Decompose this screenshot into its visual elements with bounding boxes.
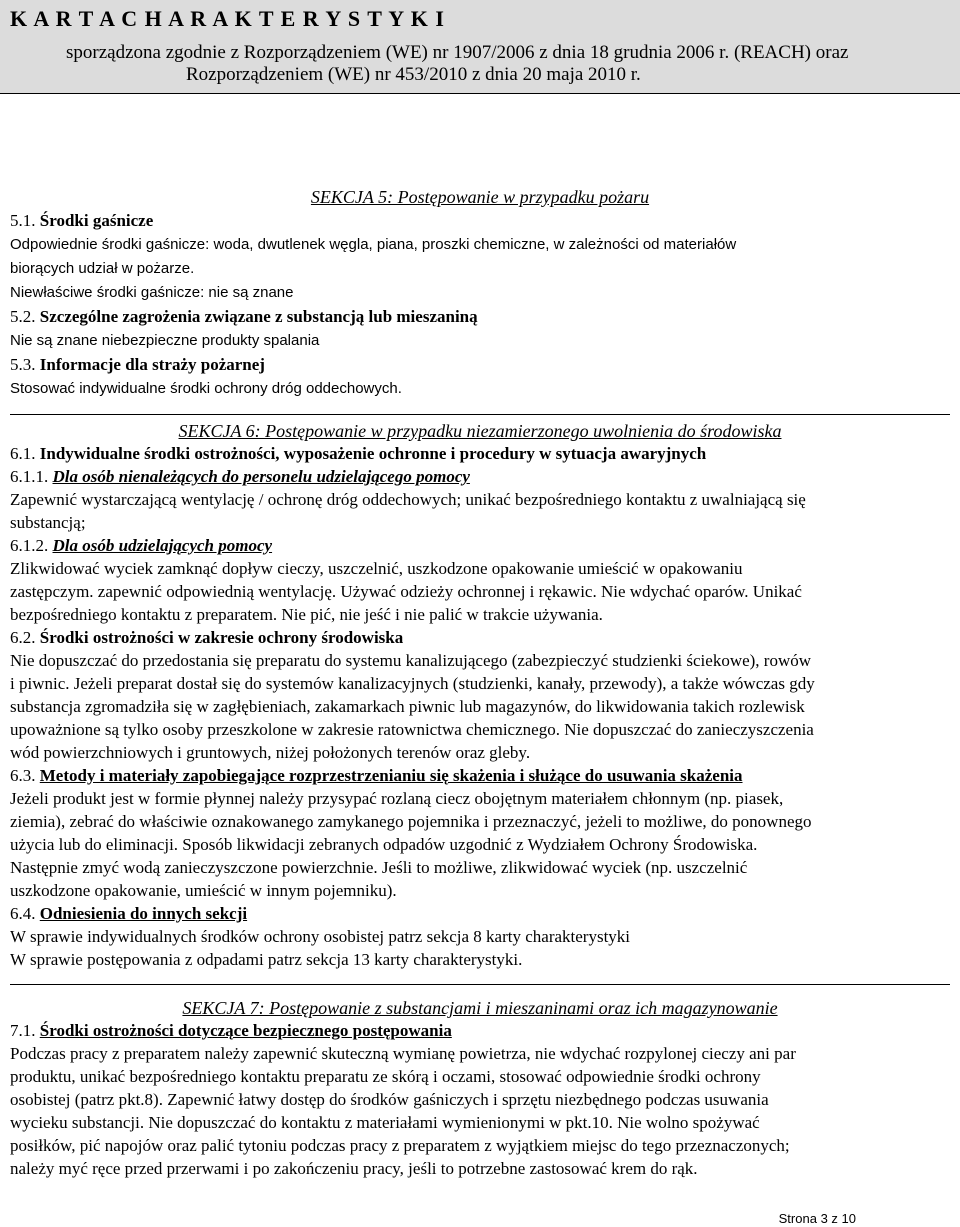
document-header [0,0,960,94]
text-6-1-2-b: zastępczym. zapewnić odpowiednią wentylację. Używać odzieży ochronnej i rękawic. Nie wdychać oparów. Unikać [10,582,802,601]
text-6-4-a: W sprawie indywidualnych środków ochrony osobistej patrz sekcja 8 karty charakterystyki [10,927,631,946]
heading-6-3 [10,765,743,787]
heading-6-2 [10,627,403,649]
heading-6-1-2-text: Dla osób udzielających pomocy [52,536,273,555]
heading-5-3 [10,354,265,376]
document-title: K A R T A C H A R A K T E R Y S T Y K I [10,6,445,31]
heading-6-1-number: 6.1. [10,444,40,463]
heading-5-1-number: 5.1. [10,211,40,230]
text-5-1-b: biorących udział w pożarze. [10,260,195,277]
current-page: 3 [820,1211,828,1226]
text-6-3-c: użycia lub do eliminacji. Sposób likwidacji zebranych odpadów uzgodnić z Wydziałem Ochrony Środowiska. [10,835,758,854]
heading-6-3-text: Metody i materiały zapobiegające rozprzestrzenianiu się skażenia i służące do usuwania skażenia [39,766,743,785]
divider-6-7 [10,984,950,985]
text-7-1-e: posiłków, pić napojów oraz palić tytoniu podczas pracy z preparatem z wyjątkiem miejsc do tego przeznaczonych; [10,1136,790,1155]
text-7-1-f: należy myć ręce przed przerwami i po zakończeniu pracy, jeśli to potrzebne zastosować krem do rąk. [10,1159,698,1178]
heading-5-2-text: Szczególne zagrożenia związane z substancją lub mieszaniną [39,307,478,326]
heading-7-1-number: 7.1. [10,1021,40,1040]
heading-5-1-text: Środki gaśnicze [39,211,154,230]
text-7-1-a: Podczas pracy z preparatem należy zapewnić skuteczną wymianę powietrza, nie wdychać rozpylonej cieczy ani par [10,1044,796,1063]
heading-6-1-1-number: 6.1.1. [10,467,53,486]
heading-6-4-text: Odniesienia do innych sekcji [39,904,248,923]
heading-6-3-number: 6.3. [10,766,40,785]
heading-6-1-2 [10,535,272,557]
heading-7-1 [10,1020,452,1042]
text-5-1-a: Odpowiednie środki gaśnicze: woda, dwutlenek węgla, piana, proszki chemiczne, w zależności od materiałów [10,236,737,253]
divider-5-6 [10,414,950,415]
heading-5-3-number: 5.3. [10,355,40,374]
heading-6-1-1-text: Dla osób nienależących do personelu udzielającego pomocy [52,467,470,486]
text-7-1-d: wycieku substancji. Nie dopuszczać do kontaktu z materiałami wymienionymi w pkt.10. Nie wolno spożywać [10,1113,760,1132]
total-pages: 10 [841,1211,856,1226]
section-7-title: SEKCJA 7: Postępowanie z substancjami i mieszaninami oraz ich magazynowanie [182,998,778,1018]
section-6-title: SEKCJA 6: Postępowanie w przypadku niezamierzonego uwolnienia do środowiska [178,421,782,441]
heading-5-2 [10,306,478,328]
heading-6-2-text: Środki ostrożności w zakresie ochrony środowiska [39,628,404,647]
heading-6-1-text: Indywidualne środki ostrożności, wyposażenie ochronne i procedury w sytuacja awaryjnych [39,444,707,463]
text-6-1-1-a: Zapewnić wystarczającą wentylację / ochronę dróg oddechowych; unikać bezpośredniego kontaktu z uwalniającą się [10,490,806,509]
text-6-2-a: Nie dopuszczać do przedostania się preparatu do systemu kanalizującego (zabezpieczyć studzienki ściekowe), rowów [10,651,812,670]
page-prefix: Strona [778,1211,821,1226]
text-6-1-1-b: substancją; [10,513,86,532]
heading-5-2-number: 5.2. [10,307,40,326]
text-5-3: Stosować indywidualne środki ochrony dróg oddechowych. [10,380,402,397]
text-6-2-b: i piwnic. Jeżeli preparat dostał się do systemów kanalizacyjnych (studzienki, kanały, przewody), a także wówczas gdy [10,674,815,693]
heading-6-1-2-number: 6.1.2. [10,536,53,555]
text-6-1-2-a: Zlikwidować wyciek zamknąć dopływ cieczy, uszczelnić, uszkodzone opakowanie umieścić w opakowaniu [10,559,743,578]
heading-6-2-number: 6.2. [10,628,40,647]
regulation-line-2: Rozporządzeniem (WE) nr 453/2010 z dnia 20 maja 2010 r. [186,64,641,85]
text-6-2-e: wód powierzchniowych i gruntowych, niżej położonych terenów oraz gleby. [10,743,531,762]
text-6-3-b: ziemia), zebrać do właściwie oznakowanego zamykanego pojemnika i przeznaczyć, jeżeli to możliwe, do ponownego [10,812,812,831]
text-6-3-d: Następnie zmyć wodą zanieczyszczone powierzchnie. Jeśli to możliwe, zlikwidować wyciek (np. uszczelnić [10,858,748,877]
text-7-1-c: osobistej (patrz pkt.8). Zapewnić łatwy dostęp do środków gaśniczych i sprzętu niezbędnego podczas usuwania [10,1090,769,1109]
text-6-2-d: upoważnione są tylko osoby przeszkolone w zakresie ratownictwa chemicznego. Nie dopuszczać do zanieczyszczenia [10,720,814,739]
text-5-1-c: Niewłaściwe środki gaśnicze: nie są znane [10,284,294,301]
heading-6-4 [10,903,247,925]
text-5-2: Nie są znane niebezpieczne produkty spalania [10,332,320,349]
text-6-3-a: Jeżeli produkt jest w formie płynnej należy przysypać rozlaną ciecz obojętnym materiałem chłonnym (np. piasek, [10,789,784,808]
heading-6-4-number: 6.4. [10,904,40,923]
regulation-line-1: sporządzona zgodnie z Rozporządzeniem (WE) nr 1907/2006 z dnia 18 grudnia 2006 r. (REACH) oraz [66,42,849,63]
section-5-title: SEKCJA 5: Postępowanie w przypadku pożaru [310,187,650,207]
heading-6-1-1 [10,466,470,488]
page-number [779,1211,856,1226]
text-6-1-2-c: bezpośredniego kontaktu z preparatem. Nie pić, nie jeść i nie palić w trakcie używania. [10,605,603,624]
text-7-1-b: produktu, unikać bezpośredniego kontaktu preparatu ze skórą i oczami, stosować odpowiednie środki ochrony [10,1067,761,1086]
page-separator: z [827,1211,842,1226]
text-6-4-b: W sprawie postępowania z odpadami patrz sekcja 13 karty charakterystyki. [10,950,523,969]
heading-6-1 [10,443,706,465]
text-6-2-c: substancja zgromadziła się w zagłębieniach, zakamarkach piwnic lub magazynów, do likwidowania takich rozlewisk [10,697,805,716]
heading-5-1 [10,210,153,232]
text-6-3-e: uszkodzone opakowanie, umieścić w innym pojemniku). [10,881,397,900]
heading-7-1-text: Środki ostrożności dotyczące bezpiecznego postępowania [39,1021,452,1040]
heading-5-3-text: Informacje dla straży pożarnej [39,355,265,374]
